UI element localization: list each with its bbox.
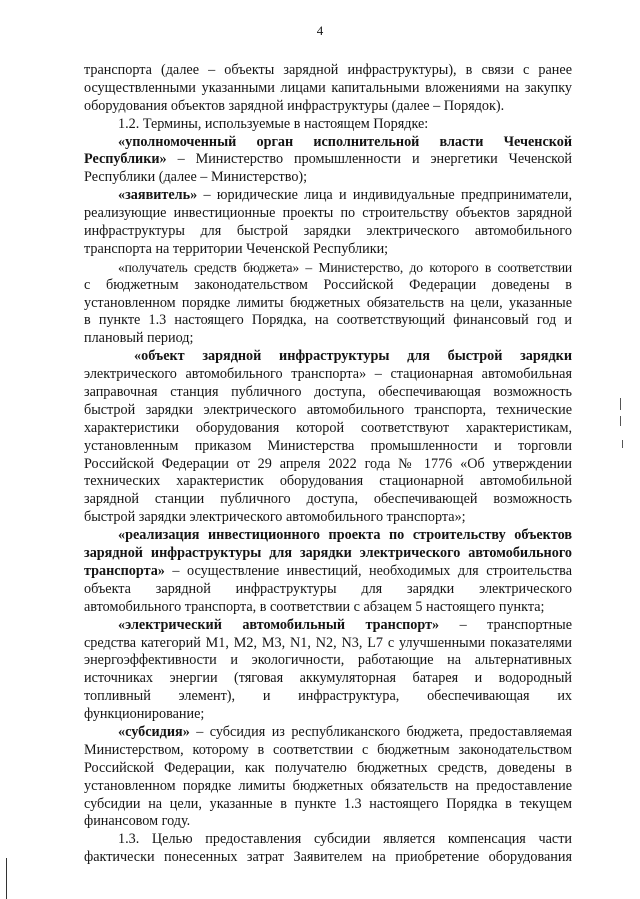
text-line: установленном порядке лимиты бюджетных обязательств на цели, указанные — [84, 294, 572, 311]
text-line: транспорта» – осуществление инвестиций, необходимых для строительства — [84, 562, 572, 579]
section-heading-1-2: 1.2. Термины, используемые в настоящем Порядке: — [118, 115, 429, 132]
text-line: средства категорий M1, M2, M3, N1, N2, N3, L7 с улучшенными показателями — [84, 634, 572, 651]
term-applicant: «заявитель» – юридические лица и индивидуальные предприниматели, — [118, 187, 572, 204]
text-line: характеристики оборудования которой соответствуют характеристикам, — [84, 419, 572, 436]
text-line: Республики» – Министерство промышленности и энергетики Чеченской — [84, 151, 572, 168]
text-line: Министерством, которому в соответствии с бюджетным законодательством — [84, 741, 572, 758]
text-line: фактически понесенных затрат Заявителем на приобретение оборудования — [84, 849, 572, 866]
text-line: функционирование; — [84, 706, 205, 723]
text-line: осуществленными указанными лицами капитальными вложениями на закупку — [84, 79, 572, 96]
text-line: реализующие инвестиционные проекты по строительству объектов зарядной — [84, 205, 572, 222]
text-line: топливный элемент), и инфраструктура, обеспечивающая их — [84, 688, 572, 705]
document-body — [84, 62, 572, 867]
text-line: зарядной станции публичного доступа, обеспечивающей возможность — [84, 491, 572, 508]
text-line: автомобильного транспорта, в соответствии с абзацем 5 настоящего пункта; — [84, 598, 545, 615]
text-line: технических характеристик оборудования стационарной автомобильной — [84, 473, 572, 490]
text-line: оборудования объектов зарядной инфраструктуры (далее – Порядок). — [84, 97, 505, 114]
text-line: заправочная станция публичного доступа, обеспечивающая возможность — [84, 384, 572, 401]
term-authorized-body: «уполномоченный орган исполнительной власти Чеченской — [118, 133, 572, 150]
term-charging-object: «объект зарядной инфраструктуры для быстрой зарядки — [134, 348, 572, 365]
term-project-implementation: «реализация инвестиционного проекта по строительству объектов — [118, 527, 572, 544]
text-line: быстрой зарядки электрического автомобильного транспорта»; — [84, 509, 466, 526]
page-number: 4 — [316, 23, 324, 38]
text-line: транспорта на территории Чеченской Республики; — [84, 240, 389, 257]
text-line: финансовом году. — [84, 813, 191, 830]
scan-mark — [620, 398, 621, 410]
text-line: в пункте 1.3 настоящего Порядка, на соответствующий финансовый год и — [84, 312, 572, 329]
text-line: источниках энергии (тяговая аккумуляторная батарея и водородный — [84, 670, 572, 687]
text-line: транспорта (далее – объекты зарядной инфраструктуры), в связи с ранее — [84, 62, 572, 78]
scan-mark — [622, 440, 623, 448]
text-line: установленным приказом Министерства промышленности и торговли — [84, 437, 572, 454]
text-line: быстрой зарядки электрического автомобильного транспорта, технические — [84, 401, 572, 418]
section-1-3: 1.3. Целью предоставления субсидии является компенсация части — [118, 831, 572, 848]
text-line: электрического автомобильного транспорта» – стационарная автомобильная — [84, 366, 572, 383]
text-line: объекта зарядной инфраструктуры для зарядки электрического — [84, 580, 572, 597]
term-budget-recipient: «получатель средств бюджета» – Министерство, до которого в соответствии — [118, 259, 572, 275]
term-electric-transport: «электрический автомобильный транспорт» – транспортные — [118, 616, 573, 633]
text-line: зарядной инфраструктуры для зарядки электрического автомобильного — [84, 545, 572, 562]
text-line: Российской Федерации, как получателю бюджетных средств, доведены в — [84, 759, 572, 776]
text-line: Республики (далее – Министерство); — [84, 169, 308, 186]
scan-mark — [620, 416, 621, 426]
text-line: Российской Федерации от 29 апреля 2022 года № 1776 «Об утверждении — [84, 455, 572, 472]
text-line: установленном порядке лимиты бюджетных обязательств на предоставление — [84, 777, 572, 794]
text-line: субсидии на цели, указанные в пункте 1.3 настоящего Порядка в текущем — [84, 795, 572, 812]
term-subsidy: «субсидия» – субсидия из республиканского бюджета, предоставляемая — [118, 723, 572, 740]
scan-edge-line — [6, 858, 7, 899]
text-line: инфраструктуры для быстрой зарядки электрического автомобильного — [84, 223, 572, 240]
text-line: плановый период; — [84, 330, 194, 347]
text-line: энергоэффективности и экологичности, работающие на альтернативных — [84, 652, 572, 669]
text-line: с бюджетным законодательством Российской Федерации доведены в — [84, 276, 572, 293]
